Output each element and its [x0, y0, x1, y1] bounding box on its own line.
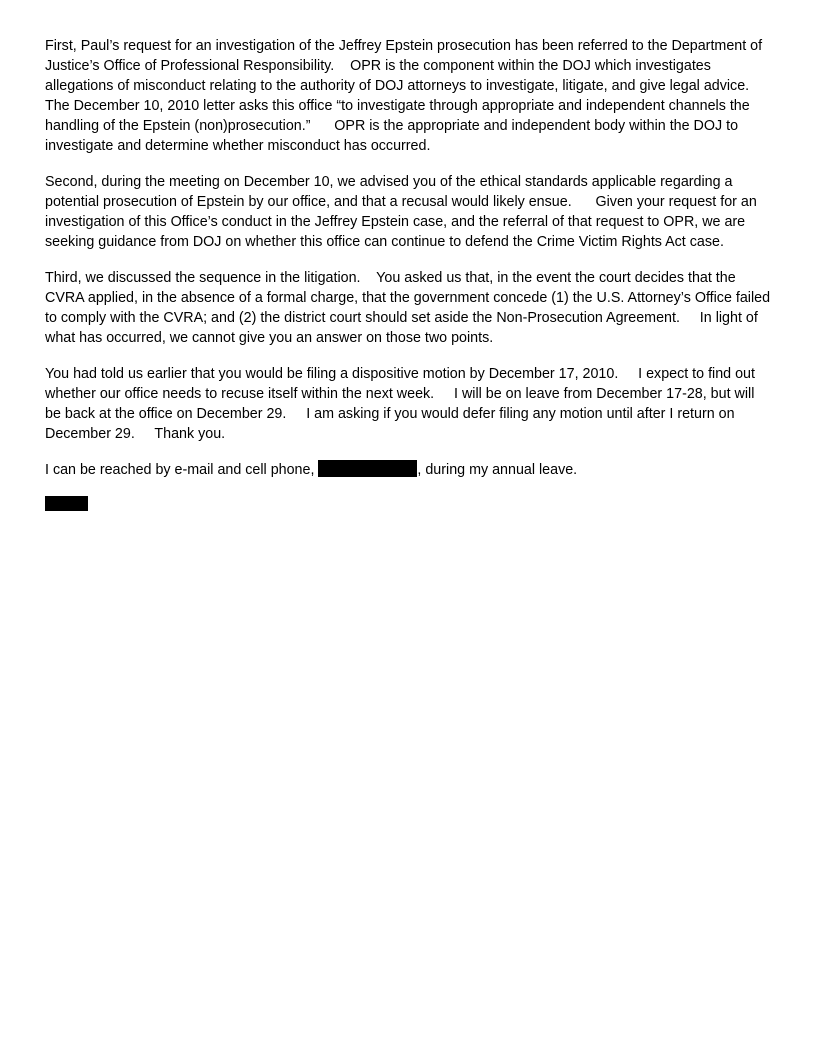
- redacted-phone-number: [318, 460, 417, 477]
- paragraph-motion-deferral: You had told us earlier that you would be filing a dispositive motion by December 17, 2010. I expect to find out whether our office needs to recuse itself within the next week. I will be on leave from December 17-28, but will be back at the office on December 29. I am asking if you would defer filing any motion until after I return on December 29. Thank you.: [45, 366, 759, 442]
- paragraph-opr-referral: First, Paul’s request for an investigation of the Jeffrey Epstein prosecution has been referred to the Department of Justice’s Office of Professional Responsibility. OPR is the component within the DOJ which investigates allegations of misconduct relating to the authority of DOJ attorneys to investigate, litigate, and give legal advice. The December 10, 2010 letter asks this office “to investigate through appropriate and independent channels the handling of the Epstein (non)prosecution.” OPR is the appropriate and independent body within the DOJ to investigate and determine whether misconduct has occurred.: [45, 38, 767, 154]
- redacted-signature: [45, 496, 88, 511]
- letter-body: [45, 36, 773, 511]
- contact-text-after: , during my annual leave.: [417, 462, 578, 478]
- paragraph-recusal: Second, during the meeting on December 10, we advised you of the ethical standards applicable regarding a potential prosecution of Epstein by our office, and that a recusal would likely ensue. Given your request for an investigation of this Office’s conduct in the Jeffrey Epstein case, and the referral of that request to OPR, we are seeking guidance from DOJ on whether this office can continue to defend the Crime Victim Rights Act case.: [45, 174, 761, 250]
- paragraph-litigation-sequence: Third, we discussed the sequence in the litigation. You asked us that, in the event the court decides that the CVRA applied, in the absence of a formal charge, that the government concede (1) the U.S. Attorney’s Office failed to comply with the CVRA; and (2) the district court should set aside the Non-Prosecution Agreement. In light of what has occurred, we cannot give you an answer on those two points.: [45, 270, 775, 346]
- contact-text-before: I can be reached by e-mail and cell phone,: [45, 462, 319, 478]
- paragraph-contact: [45, 460, 773, 480]
